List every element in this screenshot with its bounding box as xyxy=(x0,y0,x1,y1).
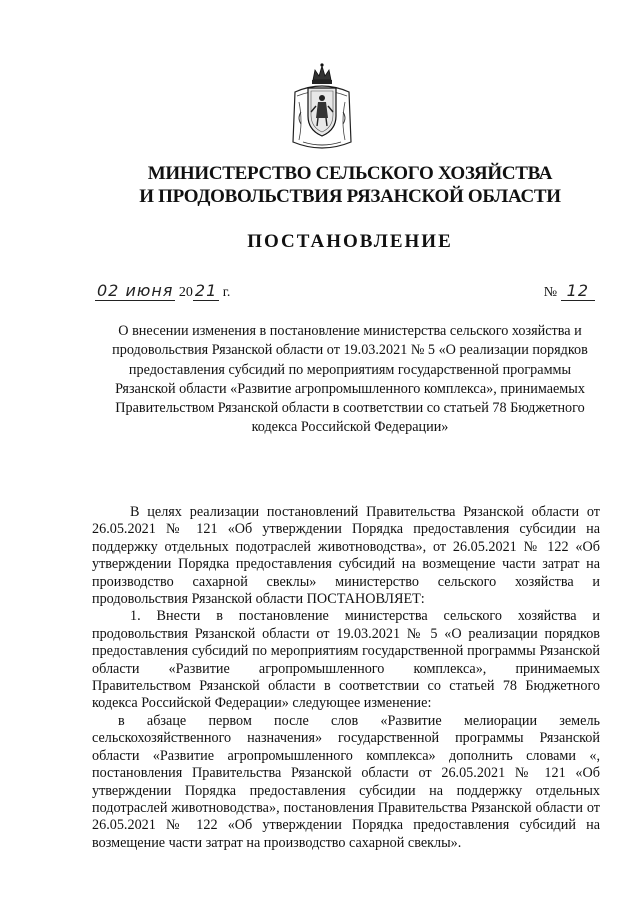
document-body xyxy=(92,504,600,852)
date-number-row xyxy=(95,282,595,308)
year-mark: г. xyxy=(222,285,231,300)
document-subject: О внесении изменения в постановление министерства сельского хозяйства и продовольствия Рязанской области от 19.03.2021 № 5 «О реализации порядков предоставления субсидий по мероприятиям государственной программы Рязанской области «Развитие агропромышленного комплекса», принимаемых Правительством Рязанской области в соответствии со статьей 78 Бюджетного кодекса Российской Федерации» xyxy=(112,323,588,436)
document-number xyxy=(544,282,595,301)
number-sign: № xyxy=(543,285,558,300)
document-type-title: ПОСТАНОВЛЕНИЕ xyxy=(247,231,453,252)
item-1-sub-paragraph: в абзаце первом после слов «Развитие мелиорации земель сельскохозяйственного назначения» государственной программы Рязанской области «Развитие агропромышленного комплекса» дополнить словами «, постановления Правительства Рязанской области от 26.05.2021 № 121 «Об утверждении Порядка предоставления субсидии на поддержку отдельных подотраслей животноводства», постановления Правительства Рязанской области от 26.05.2021 № 122 «Об утверждении Порядка предоставления субсидий на возмещение части затрат на производство сахарной свеклы». xyxy=(92,712,600,851)
coat-of-arms-emblem xyxy=(289,62,355,152)
date-month: июня xyxy=(125,281,174,300)
item-1-paragraph: 1. Внести в постановление министерства сельского хозяйства и продовольствия Рязанской области от 19.03.2021 № 5 «О реализации порядков предоставления субсидий по мероприятиям государственной программы Рязанской области «Развитие агропромышленного комплекса», принимаемых Правительством Рязанской области в соответствии со статьей 78 Бюджетного кодекса Российской Федерации» следующее изменение: xyxy=(92,608,600,712)
date-day: 02 xyxy=(97,281,120,300)
year-prefix: 20 xyxy=(178,285,193,300)
ministry-name xyxy=(110,162,590,208)
number-value: 12 xyxy=(561,282,595,301)
ministry-line-1: МИНИСТЕРСТВО СЕЛЬСКОГО ХОЗЯЙСТВА xyxy=(147,163,553,184)
ministry-line-2: И ПРОДОВОЛЬСТВИЯ РЯЗАНСКОЙ ОБЛАСТИ xyxy=(139,186,561,207)
preamble-paragraph: В целях реализации постановлений Правительства Рязанской области от 26.05.2021 № 121 «Об утверждении Порядка предоставления субсидии на поддержку отдельных подотраслей животноводства», от 26.05.2021 № 122 «Об утверждении Порядка предоставления субсидий на возмещение части затрат на производство сахарной свеклы» министерство сельского хозяйства и продовольствия Рязанской области ПОСТАНОВЛЯЕТ: xyxy=(92,504,600,608)
date-year xyxy=(178,281,219,300)
document-date xyxy=(95,282,230,301)
date-day-month xyxy=(95,282,175,301)
year-suffix: 21 xyxy=(194,281,218,300)
